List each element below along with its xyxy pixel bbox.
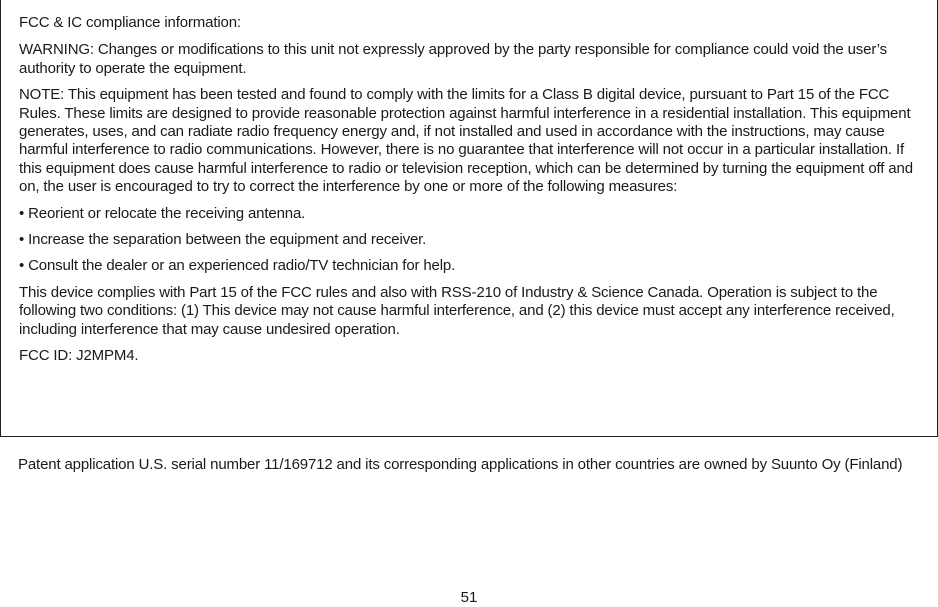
measure-item: • Reorient or relocate the receiving antenna. <box>19 204 306 222</box>
note-paragraph: NOTE: This equipment has been tested and found to comply with the limits for a Class B digital device, pursuant to Part 15 of the FCC Rules. These limits are designed to provide reasonable protection against harmful interference in a residential installation. This equipment generates, uses, and can radiate radio frequency energy and, if not installed and used in accordance with the instructions, may cause harmful interference to radio communications. However, there is no guarantee that interference will not occur in a particular installation. If this equipment does cause harmful interference to radio or television reception, which can be determined by turning the equipment off and on, the user is encouraged to try to correct the interference by one or more of the following measures: <box>19 86 913 196</box>
measure-item: • Consult the dealer or an experienced radio/TV technician for help. <box>19 257 456 275</box>
patent-notice: Patent application U.S. serial number 11/169712 and its corresponding applications in other countries are owned by Suunto Oy (Finland) <box>18 456 903 473</box>
device-statement: This device complies with Part 15 of the FCC rules and also with RSS-210 of Industry & Science Canada. Operation is subject to the following two conditions: (1) This device may not cause harmful interference, and (2) this device must accept any interference received, including interference that may cause undesired operation. <box>19 283 895 338</box>
page-number: 51 <box>460 589 478 606</box>
fcc-id: FCC ID: J2MPM4. <box>19 347 139 365</box>
compliance-content <box>19 14 921 366</box>
warning-paragraph: WARNING: Changes or modifications to this unit not expressly approved by the party responsible for compliance could void the user’s authority to operate the equipment. <box>19 41 888 77</box>
measure-item: • Increase the separation between the equipment and receiver. <box>19 231 427 249</box>
compliance-heading: FCC & IC compliance information: <box>19 14 241 31</box>
